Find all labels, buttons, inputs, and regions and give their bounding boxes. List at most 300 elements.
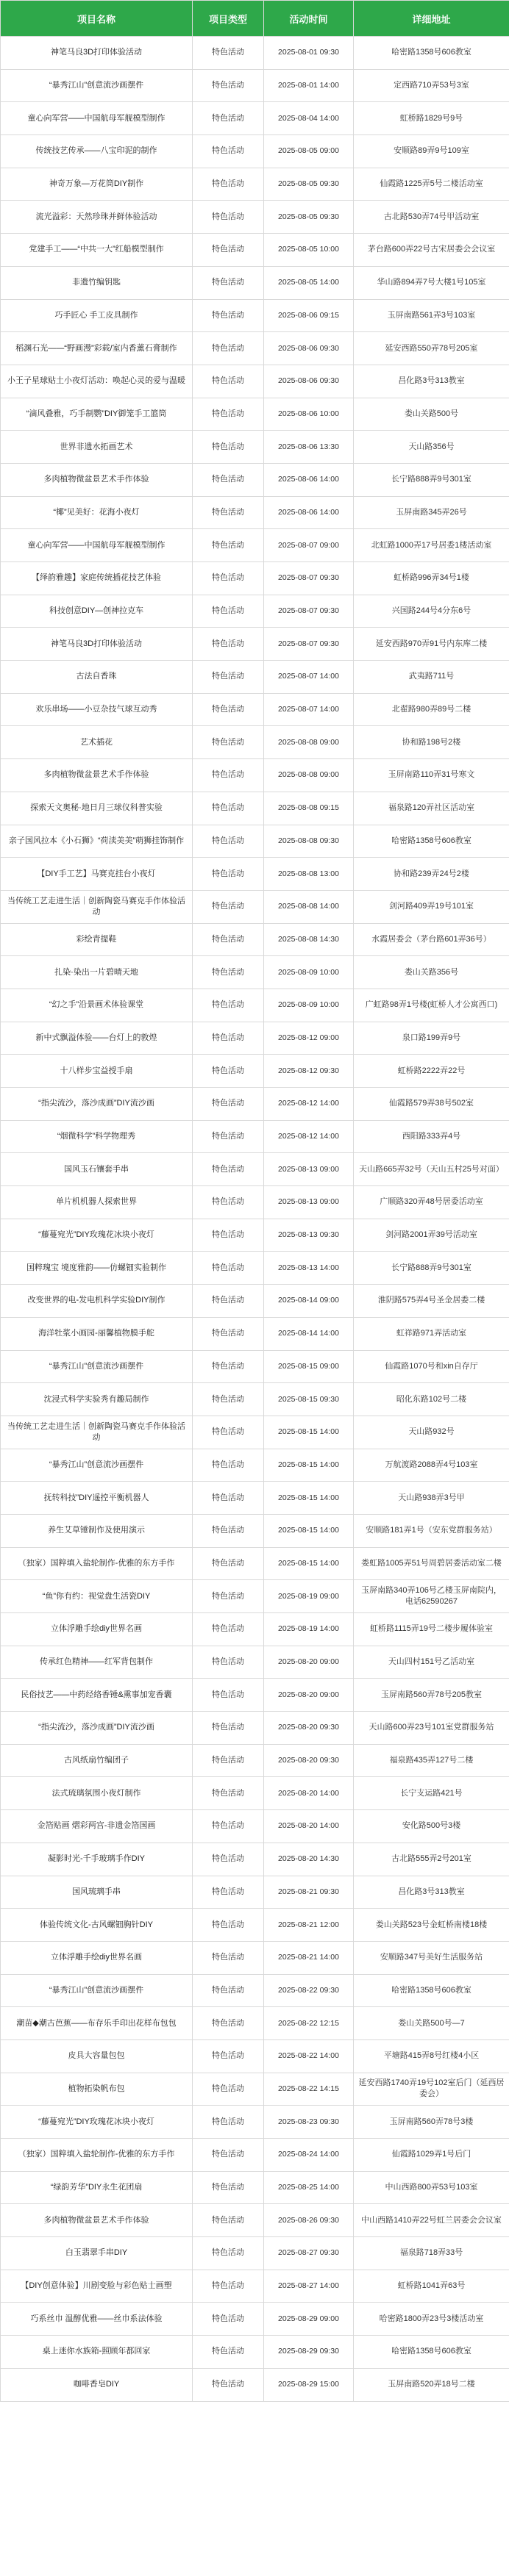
activity-type-cell: 特色活动 <box>193 595 264 628</box>
activity-type-cell: 特色活动 <box>193 135 264 168</box>
activity-type-cell: 特色活动 <box>193 989 264 1022</box>
activity-time-cell: 2025-08-15 14:00 <box>264 1482 354 1515</box>
table-row <box>1 2368 509 2401</box>
activity-time-cell: 2025-08-08 09:00 <box>264 759 354 792</box>
activity-address-cell: 长宁路888弄9号301室 <box>354 1252 509 1285</box>
table-row <box>1 1317 509 1350</box>
table-header-row <box>1 1 509 37</box>
activity-address-cell: 玉屏南路345弄26号 <box>354 496 509 529</box>
activity-time-cell: 2025-08-20 14:00 <box>264 1777 354 1810</box>
activity-time-cell: 2025-08-05 10:00 <box>264 234 354 267</box>
activity-time-cell: 2025-08-20 09:30 <box>264 1744 354 1777</box>
activity-type-cell: 特色活动 <box>193 2303 264 2336</box>
activity-time-cell: 2025-08-22 14:00 <box>264 2039 354 2073</box>
activity-type-cell: 特色活动 <box>193 463 264 496</box>
table-row <box>1 2007 509 2040</box>
activity-name-cell: 亲子国风拉本《小石狮》“荷渎美美”萌狮挂饰制作 <box>1 825 193 858</box>
activity-type-cell: 特色活动 <box>193 1613 264 1646</box>
activity-name-cell: “暴秀江山”创意流沙画摆件 <box>1 1974 193 2007</box>
table-row <box>1 1941 509 1974</box>
table-row <box>1 1679 509 1712</box>
activity-time-cell: 2025-08-25 14:00 <box>264 2171 354 2204</box>
table-row <box>1 562 509 595</box>
activity-address-cell: 平塘路415弄8号红楼4小区 <box>354 2039 509 2073</box>
activity-time-cell: 2025-08-24 14:00 <box>264 2139 354 2172</box>
activity-address-cell: 玉屏南路560弄78号3楼 <box>354 2106 509 2139</box>
activity-address-cell: 泉口路199弄9号 <box>354 1022 509 1055</box>
activity-time-cell: 2025-08-09 10:00 <box>264 989 354 1022</box>
table-row <box>1 1744 509 1777</box>
activity-address-cell: 娄虹路1005弄51号周碧居委活动室二楼 <box>354 1547 509 1580</box>
activity-address-cell: 哈密路1358号606教室 <box>354 825 509 858</box>
activity-name-cell: 白玉翡翠手串DIY <box>1 2237 193 2270</box>
table-row <box>1 299 509 332</box>
activity-name-cell: 桌上迷你水族箱-照顾年都回家 <box>1 2336 193 2369</box>
activity-name-cell: 欢乐串场——小豆杂技气球互动秀 <box>1 693 193 726</box>
table-row <box>1 858 509 891</box>
table-row <box>1 1909 509 1942</box>
table-row <box>1 1383 509 1416</box>
activity-type-cell: 特色活动 <box>193 693 264 726</box>
activity-name-cell: 神笔马良3D打印体验活动 <box>1 628 193 661</box>
table-row <box>1 628 509 661</box>
activity-time-cell: 2025-08-06 14:00 <box>264 463 354 496</box>
activity-address-cell: 武夷路711号 <box>354 661 509 694</box>
activity-name-cell: 改变世界的电-发电机科学实验DIY制作 <box>1 1285 193 1318</box>
activity-time-cell: 2025-08-04 14:00 <box>264 102 354 135</box>
table-row <box>1 135 509 168</box>
activity-time-cell: 2025-08-20 09:30 <box>264 1712 354 1745</box>
activity-type-cell: 特色活动 <box>193 825 264 858</box>
table-row <box>1 2039 509 2073</box>
activity-address-cell: 万航渡路2088弄4号103室 <box>354 1449 509 1482</box>
activity-name-cell: 多肉植物微盆景艺术手作体验 <box>1 759 193 792</box>
activity-address-cell: 兴国路244号4分东6号 <box>354 595 509 628</box>
activity-name-cell: “滴风叠雅，巧手制鹦”DIY御笼手工篮筒 <box>1 398 193 431</box>
table-row <box>1 1514 509 1547</box>
activity-time-cell: 2025-08-20 09:00 <box>264 1646 354 1679</box>
table-row <box>1 1153 509 1186</box>
activity-address-cell: 哈密路1358号606教室 <box>354 37 509 70</box>
activity-time-cell: 2025-08-29 09:30 <box>264 2336 354 2369</box>
activity-name-cell: （独家）国粹填入盐轮制作-优雅的东方手作 <box>1 2139 193 2172</box>
activity-address-cell: 虹桥路1829号9号 <box>354 102 509 135</box>
activity-time-cell: 2025-08-05 09:30 <box>264 201 354 234</box>
activity-time-cell: 2025-08-22 09:30 <box>264 1974 354 2007</box>
activity-name-cell: 神奇万象—万花筒DIY制作 <box>1 168 193 201</box>
activity-name-cell: 神笔马良3D打印体验活动 <box>1 37 193 70</box>
activity-time-cell: 2025-08-08 09:00 <box>264 726 354 759</box>
activity-address-cell: 安顺路347号美好生活服务站 <box>354 1941 509 1974</box>
activity-type-cell: 特色活动 <box>193 496 264 529</box>
activity-time-cell: 2025-08-12 14:00 <box>264 1120 354 1153</box>
activity-address-cell: 天山路600弄23号101室党群服务站 <box>354 1712 509 1745</box>
activity-name-cell: 古法自香珠 <box>1 661 193 694</box>
activity-name-cell: 科技创意DIY—创神拉克车 <box>1 595 193 628</box>
activity-time-cell: 2025-08-27 14:00 <box>264 2270 354 2303</box>
header-time: 活动时间 <box>264 1 354 37</box>
activity-time-cell: 2025-08-08 14:00 <box>264 890 354 923</box>
activity-type-cell: 特色活动 <box>193 562 264 595</box>
activity-name-cell: 当传统工艺走进生活｜创新陶瓷马赛克手作体验活动 <box>1 1416 193 1449</box>
activity-name-cell: 民俗技艺——中药经络香锤&熏事加宠香囊 <box>1 1679 193 1712</box>
activity-name-cell: “指尖流沙，落沙成画”DIY流沙画 <box>1 1088 193 1121</box>
activity-address-cell: 玉屏南路560弄78号205教室 <box>354 1679 509 1712</box>
table-row <box>1 1974 509 2007</box>
activity-address-cell: 福泉路120弄社区活动室 <box>354 792 509 825</box>
activity-name-cell: 童心向军营——中国航母军舰模型制作 <box>1 102 193 135</box>
activity-address-cell: 虹祥路971弄活动室 <box>354 1317 509 1350</box>
activity-type-cell: 特色活动 <box>193 890 264 923</box>
activity-type-cell: 特色活动 <box>193 168 264 201</box>
activity-type-cell: 特色活动 <box>193 661 264 694</box>
activity-time-cell: 2025-08-13 09:00 <box>264 1186 354 1219</box>
activity-address-cell: 淮阴路575弄4号圣金居委二楼 <box>354 1285 509 1318</box>
header-type: 项目类型 <box>193 1 264 37</box>
activity-name-cell: 世界非遗水拓画艺术 <box>1 431 193 464</box>
activity-time-cell: 2025-08-08 14:30 <box>264 923 354 956</box>
activity-type-cell: 特色活动 <box>193 234 264 267</box>
activity-address-cell: 哈密路1358号606教室 <box>354 1974 509 2007</box>
table-row <box>1 1252 509 1285</box>
activity-address-cell: 长宁支运路421号 <box>354 1777 509 1810</box>
table-row <box>1 890 509 923</box>
activity-time-cell: 2025-08-05 09:00 <box>264 135 354 168</box>
activity-address-cell: 仙霞路1070号和xin自存厅 <box>354 1350 509 1383</box>
activity-type-cell: 特色活动 <box>193 1219 264 1252</box>
activity-name-cell: 童心向军营——中国航母军舰模型制作 <box>1 529 193 562</box>
activity-type-cell: 特色活动 <box>193 1383 264 1416</box>
activity-type-cell: 特色活动 <box>193 1120 264 1153</box>
activity-name-cell: “绿韵芳华”DIY永生花团扇 <box>1 2171 193 2204</box>
activity-address-cell: 中山西路1410弄22号虹兰居委会会议室 <box>354 2204 509 2237</box>
activity-type-cell: 特色活动 <box>193 1876 264 1909</box>
table-row <box>1 2073 509 2106</box>
header-address: 详细地址 <box>354 1 509 37</box>
table-row <box>1 1219 509 1252</box>
activity-address-cell: 天山路665弄32号（天山五村25号对面） <box>354 1153 509 1186</box>
activity-type-cell: 特色活动 <box>193 1416 264 1449</box>
activity-type-cell: 特色活动 <box>193 1547 264 1580</box>
activity-address-cell: 哈密路1800弄23号3楼活动室 <box>354 2303 509 2336</box>
table-row <box>1 69 509 102</box>
activity-time-cell: 2025-08-15 14:00 <box>264 1449 354 1482</box>
activity-type-cell: 特色活动 <box>193 1186 264 1219</box>
table-row <box>1 1876 509 1909</box>
activity-type-cell: 特色活动 <box>193 398 264 431</box>
activity-address-cell: 安顺路181弄1号（安东党群服务站） <box>354 1514 509 1547</box>
activity-address-cell: 福泉路718弄33号 <box>354 2237 509 2270</box>
table-row <box>1 2336 509 2369</box>
activity-address-cell: 古北路530弄74号甲活动室 <box>354 201 509 234</box>
activity-type-cell: 特色活动 <box>193 1679 264 1712</box>
activity-name-cell: 国粹瑰宝 境度雅韵——仿螺钿实验制作 <box>1 1252 193 1285</box>
activity-address-cell: 昌化路3号313教室 <box>354 365 509 398</box>
activity-address-cell: 虹桥路996弄34号1楼 <box>354 562 509 595</box>
table-row <box>1 431 509 464</box>
activity-name-cell: 单片机机器人探索世界 <box>1 1186 193 1219</box>
table-row <box>1 1022 509 1055</box>
table-row <box>1 1120 509 1153</box>
activity-name-cell: 巧手匠心 手工皮具制作 <box>1 299 193 332</box>
activity-type-cell: 特色活动 <box>193 628 264 661</box>
activity-time-cell: 2025-08-23 09:30 <box>264 2106 354 2139</box>
table-row <box>1 2171 509 2204</box>
activity-type-cell: 特色活动 <box>193 1974 264 2007</box>
table-row <box>1 1350 509 1383</box>
activity-type-cell: 特色活动 <box>193 923 264 956</box>
activity-name-cell: 传统技艺传承——八宝印泥的制作 <box>1 135 193 168</box>
activity-type-cell: 特色活动 <box>193 1088 264 1121</box>
activity-address-cell: 仙霞路1225弄5号二楼活动室 <box>354 168 509 201</box>
table-row <box>1 168 509 201</box>
activity-time-cell: 2025-08-06 09:30 <box>264 332 354 365</box>
activity-name-cell: 法式琉璃氛围小夜灯制作 <box>1 1777 193 1810</box>
table-row <box>1 234 509 267</box>
activity-address-cell: 娄山关路500号—7 <box>354 2007 509 2040</box>
activity-type-cell: 特色活动 <box>193 2368 264 2401</box>
activity-time-cell: 2025-08-15 14:00 <box>264 1547 354 1580</box>
activity-type-cell: 特色活动 <box>193 2039 264 2073</box>
activity-time-cell: 2025-08-05 09:30 <box>264 168 354 201</box>
table-row <box>1 759 509 792</box>
activity-time-cell: 2025-08-21 14:00 <box>264 1941 354 1974</box>
activity-time-cell: 2025-08-08 13:00 <box>264 858 354 891</box>
activity-name-cell: 新中式飘溢体验——台灯上的敦煌 <box>1 1022 193 1055</box>
activity-address-cell: 天山路356号 <box>354 431 509 464</box>
table-row <box>1 1580 509 1613</box>
activity-time-cell: 2025-08-21 09:30 <box>264 1876 354 1909</box>
table-row <box>1 1810 509 1843</box>
activity-name-cell: 稻渊石光——“野画漫”彩载/室内香薰石膏制作 <box>1 332 193 365</box>
header-name: 项目名称 <box>1 1 193 37</box>
activity-time-cell: 2025-08-05 14:00 <box>264 266 354 299</box>
activity-name-cell: 潮苗◆潮古芭蕉——布存乐手印出花样布包包 <box>1 2007 193 2040</box>
activity-type-cell: 特色活动 <box>193 1482 264 1515</box>
activity-type-cell: 特色活动 <box>193 792 264 825</box>
activity-time-cell: 2025-08-06 09:15 <box>264 299 354 332</box>
activity-name-cell: 【DIY手工艺】马赛克挂台小夜灯 <box>1 858 193 891</box>
activity-address-cell: 玉屏南路110弄31号寒文 <box>354 759 509 792</box>
activity-address-cell: 古北路555弄2号201室 <box>354 1843 509 1876</box>
activity-type-cell: 特色活动 <box>193 1514 264 1547</box>
activity-type-cell: 特色活动 <box>193 37 264 70</box>
table-row <box>1 102 509 135</box>
activity-address-cell: 广虹路98弄1号楼(虹桥人才公寓西口) <box>354 989 509 1022</box>
activity-address-cell: 剑河路2001弄39号活动室 <box>354 1219 509 1252</box>
table-row <box>1 726 509 759</box>
activity-time-cell: 2025-08-19 09:00 <box>264 1580 354 1613</box>
activity-name-cell: 探索天文奥秘·地日月三球仪科普实验 <box>1 792 193 825</box>
activity-time-cell: 2025-08-12 09:00 <box>264 1022 354 1055</box>
table-row <box>1 2237 509 2270</box>
activity-type-cell: 特色活动 <box>193 2073 264 2106</box>
activity-type-cell: 特色活动 <box>193 2270 264 2303</box>
activity-address-cell: 虹桥路1041弄63号 <box>354 2270 509 2303</box>
table-row <box>1 1843 509 1876</box>
activity-address-cell: 安化路500号3楼 <box>354 1810 509 1843</box>
activity-type-cell: 特色活动 <box>193 1909 264 1942</box>
activity-address-cell: 西阳路333弄4号 <box>354 1120 509 1153</box>
activity-time-cell: 2025-08-07 09:30 <box>264 628 354 661</box>
activity-address-cell: 昌化路3号313教室 <box>354 1876 509 1909</box>
activity-address-cell: 仙霞路1029弄1号后门 <box>354 2139 509 2172</box>
table-row <box>1 923 509 956</box>
activity-time-cell: 2025-08-07 09:00 <box>264 529 354 562</box>
table-row <box>1 956 509 989</box>
table-row <box>1 989 509 1022</box>
activity-time-cell: 2025-08-07 09:30 <box>264 595 354 628</box>
activity-time-cell: 2025-08-12 09:30 <box>264 1055 354 1088</box>
activity-time-cell: 2025-08-14 09:00 <box>264 1285 354 1318</box>
activity-type-cell: 特色活动 <box>193 2171 264 2204</box>
activity-name-cell: 彩绘青提鞋 <box>1 923 193 956</box>
table-row <box>1 595 509 628</box>
activity-address-cell: 茅台路600弄22号古宋居委会会议室 <box>354 234 509 267</box>
activity-address-cell: 仙霞路579弄38号502室 <box>354 1088 509 1121</box>
activity-address-cell: 天山路938弄3号甲 <box>354 1482 509 1515</box>
activity-name-cell: 非遗竹编钥匙 <box>1 266 193 299</box>
table-row <box>1 2106 509 2139</box>
table-row <box>1 825 509 858</box>
table-row <box>1 2139 509 2172</box>
activity-time-cell: 2025-08-06 10:00 <box>264 398 354 431</box>
activity-type-cell: 特色活动 <box>193 1777 264 1810</box>
table-row <box>1 1547 509 1580</box>
activity-address-cell: 北翟路980弄89号二楼 <box>354 693 509 726</box>
activity-address-cell: 娄山关路523号金虹桥南楼18楼 <box>354 1909 509 1942</box>
activity-name-cell: “幻之手”沿景画术体验课堂 <box>1 989 193 1022</box>
activity-address-cell: 定西路710弄53号3室 <box>354 69 509 102</box>
activity-name-cell: 【DIY创意体验】川剧变脸与彩色贴士画塑 <box>1 2270 193 2303</box>
activity-type-cell: 特色活动 <box>193 266 264 299</box>
activity-time-cell: 2025-08-14 14:00 <box>264 1317 354 1350</box>
table-row <box>1 1449 509 1482</box>
activity-address-cell: 昭化东路102号二楼 <box>354 1383 509 1416</box>
activity-time-cell: 2025-08-07 09:30 <box>264 562 354 595</box>
table-row <box>1 1482 509 1515</box>
activity-time-cell: 2025-08-13 09:00 <box>264 1153 354 1186</box>
activity-name-cell: 体验传统文化-古风螺钿胸针DIY <box>1 1909 193 1942</box>
activity-type-cell: 特色活动 <box>193 2204 264 2237</box>
activity-type-cell: 特色活动 <box>193 1810 264 1843</box>
activity-type-cell: 特色活动 <box>193 1449 264 1482</box>
table-row <box>1 37 509 70</box>
activity-time-cell: 2025-08-15 09:00 <box>264 1350 354 1383</box>
activity-name-cell: 植物拓染帆布包 <box>1 2073 193 2106</box>
activity-address-cell: 虹桥路1115弄19号二楼步履体验室 <box>354 1613 509 1646</box>
activity-name-cell: 皮具大容量包包 <box>1 2039 193 2073</box>
table-row <box>1 1613 509 1646</box>
activity-address-cell: 天山四村151号乙活动室 <box>354 1646 509 1679</box>
activity-name-cell: 海洋牡浆小画园-丽馨植物膜手舵 <box>1 1317 193 1350</box>
activity-address-cell: 安顺路89弄9号109室 <box>354 135 509 168</box>
activity-address-cell: 福泉路435弄127号二楼 <box>354 1744 509 1777</box>
table-row <box>1 365 509 398</box>
activity-name-cell: 多肉植物微盆景艺术手作体验 <box>1 2204 193 2237</box>
activity-time-cell: 2025-08-08 09:30 <box>264 825 354 858</box>
activity-address-cell: 水霞居委会（茅台路601弄36号） <box>354 923 509 956</box>
activity-type-cell: 特色活动 <box>193 529 264 562</box>
activity-address-cell: 延安西路550弄78号205室 <box>354 332 509 365</box>
activity-address-cell: 玉屏南路520弄18号二楼 <box>354 2368 509 2401</box>
activity-time-cell: 2025-08-22 14:15 <box>264 2073 354 2106</box>
activity-time-cell: 2025-08-07 14:00 <box>264 661 354 694</box>
activity-time-cell: 2025-08-20 14:30 <box>264 1843 354 1876</box>
activity-type-cell: 特色活动 <box>193 1285 264 1318</box>
table-row <box>1 1646 509 1679</box>
table-row <box>1 661 509 694</box>
activity-time-cell: 2025-08-06 09:30 <box>264 365 354 398</box>
activity-name-cell: 当传统工艺走进生活｜创新陶瓷马赛克手作体验活动 <box>1 890 193 923</box>
table-row <box>1 1088 509 1121</box>
activity-type-cell: 特色活动 <box>193 2106 264 2139</box>
table-row <box>1 1712 509 1745</box>
activity-type-cell: 特色活动 <box>193 956 264 989</box>
activity-name-cell: 党建手工——“中共一大”红船模型制作 <box>1 234 193 267</box>
activity-time-cell: 2025-08-08 09:15 <box>264 792 354 825</box>
activity-address-cell: 协和路239弄24号2楼 <box>354 858 509 891</box>
activity-address-cell: 玉屏南路340弄106号乙楼玉屏南院内，电话62590267 <box>354 1580 509 1613</box>
activity-address-cell: 延安西路1740弄19号102室后门（延西居委会） <box>354 2073 509 2106</box>
activity-time-cell: 2025-08-07 14:00 <box>264 693 354 726</box>
activity-time-cell: 2025-08-01 09:30 <box>264 37 354 70</box>
activity-name-cell: 传承红色精神——红军背包制作 <box>1 1646 193 1679</box>
activity-name-cell: 巧系丝巾 温醇优雅——丝巾系法体验 <box>1 2303 193 2336</box>
activity-time-cell: 2025-08-22 12:15 <box>264 2007 354 2040</box>
activity-type-cell: 特色活动 <box>193 1317 264 1350</box>
table-row <box>1 332 509 365</box>
activity-time-cell: 2025-08-13 14:00 <box>264 1252 354 1285</box>
activity-type-cell: 特色活动 <box>193 1153 264 1186</box>
table-row <box>1 1416 509 1449</box>
activity-name-cell: 小王子星球贴土小夜灯活动：唤起心灵的爱与温暖 <box>1 365 193 398</box>
activity-address-cell: 协和路198号2楼 <box>354 726 509 759</box>
table-row <box>1 693 509 726</box>
activity-name-cell: “椰”见美好：花海小夜灯 <box>1 496 193 529</box>
activity-time-cell: 2025-08-12 14:00 <box>264 1088 354 1121</box>
activity-address-cell: 娄山关路356号 <box>354 956 509 989</box>
table-row <box>1 1285 509 1318</box>
activity-type-cell: 特色活动 <box>193 431 264 464</box>
activity-name-cell: 立体浮雕手绘diy世界名画 <box>1 1613 193 1646</box>
table-row <box>1 463 509 496</box>
activity-type-cell: 特色活动 <box>193 1646 264 1679</box>
activity-name-cell: 抚转科技”DIY遥控平衡机器人 <box>1 1482 193 1515</box>
activity-time-cell: 2025-08-06 14:00 <box>264 496 354 529</box>
activity-address-cell: 延安西路970弄91号内东库二楼 <box>354 628 509 661</box>
activity-time-cell: 2025-08-29 15:00 <box>264 2368 354 2401</box>
activity-address-cell: 哈密路1358号606教室 <box>354 2336 509 2369</box>
activity-type-cell: 特色活动 <box>193 1744 264 1777</box>
activity-name-cell: “暴秀江山”创意流沙画摆件 <box>1 1350 193 1383</box>
activity-name-cell: “藤蔓宛光”DIY玫瑰花冰块小夜灯 <box>1 1219 193 1252</box>
activity-name-cell: 金箔贴画 熠彩两宫-非遗金箔国画 <box>1 1810 193 1843</box>
activity-name-cell: 咖啡香皂DIY <box>1 2368 193 2401</box>
activity-type-cell: 特色活动 <box>193 1712 264 1745</box>
activity-name-cell: 沈浸式科学实验秀有趣局制作 <box>1 1383 193 1416</box>
table-row <box>1 2270 509 2303</box>
activity-type-cell: 特色活动 <box>193 2336 264 2369</box>
activity-name-cell: “烟微科学”科学物理秀 <box>1 1120 193 1153</box>
activity-type-cell: 特色活动 <box>193 858 264 891</box>
activity-time-cell: 2025-08-09 10:00 <box>264 956 354 989</box>
table-row <box>1 1055 509 1088</box>
activity-address-cell: 长宁路888弄9号301室 <box>354 463 509 496</box>
activity-name-cell: 扎染·染出一片碧晴天地 <box>1 956 193 989</box>
activity-type-cell: 特色活动 <box>193 1843 264 1876</box>
activity-type-cell: 特色活动 <box>193 332 264 365</box>
